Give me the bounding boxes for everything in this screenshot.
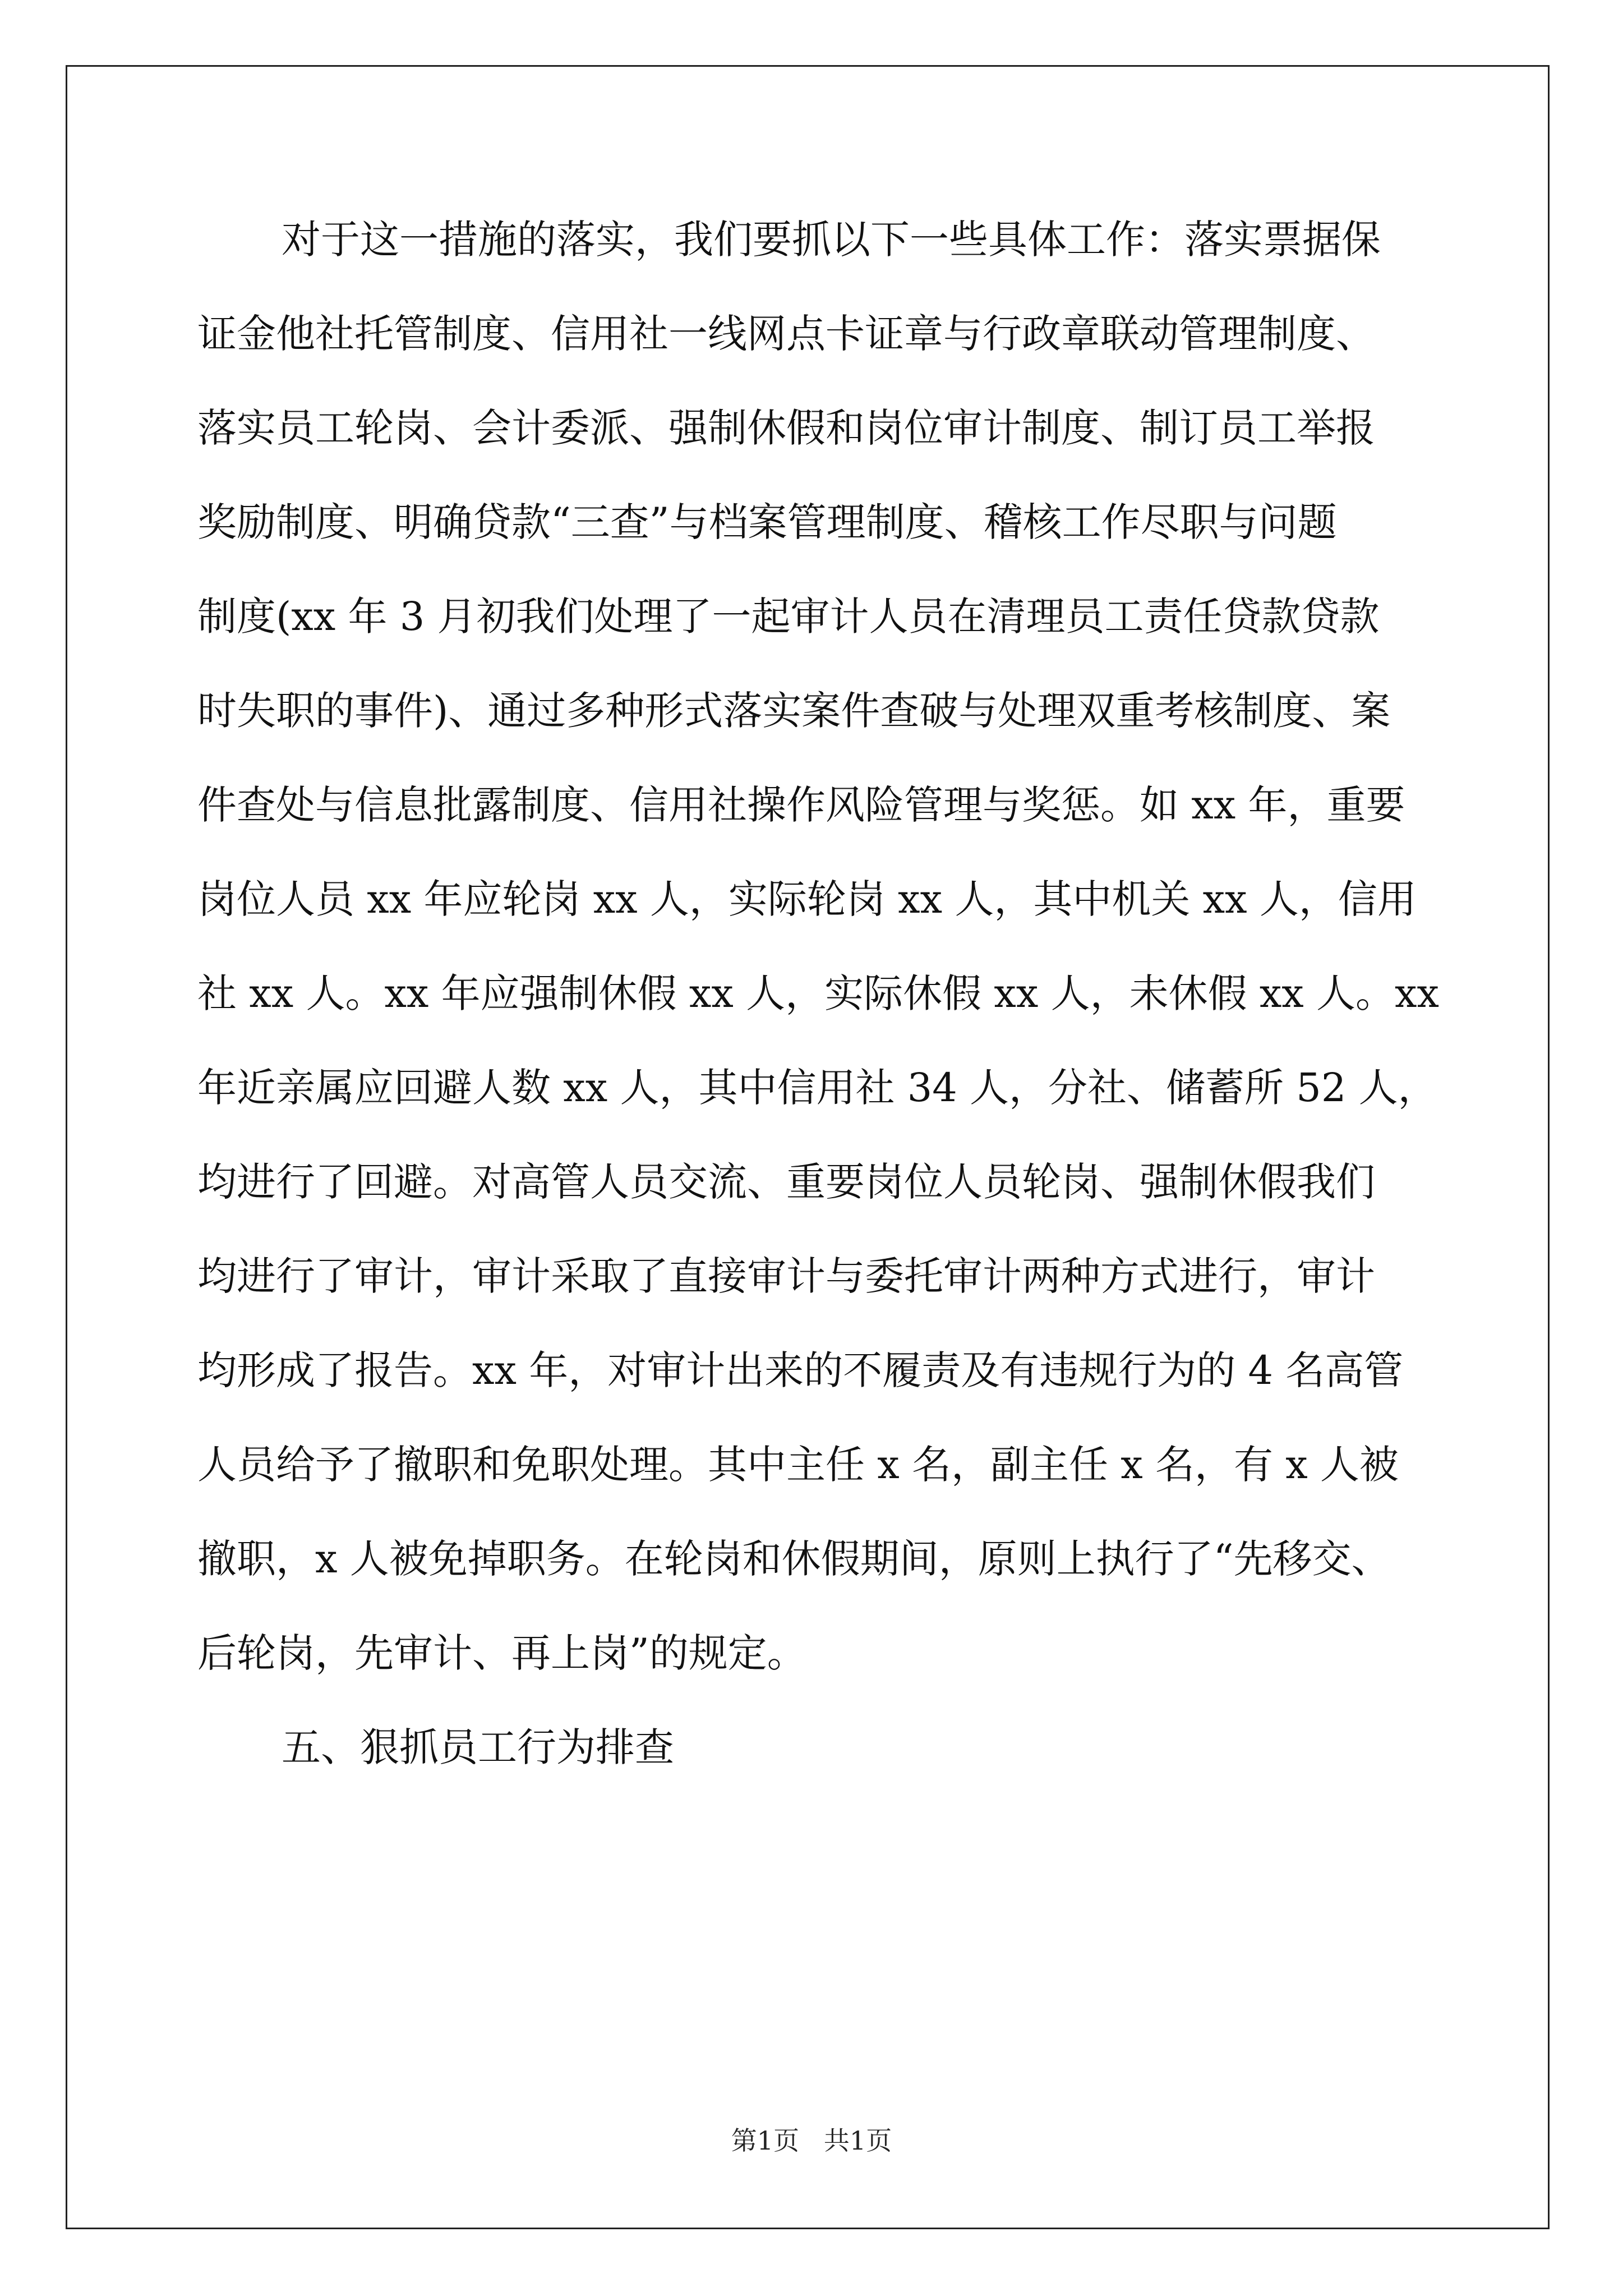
- paragraph-line: 件查处与信息批露制度、信用社操作风险管理与奖惩。如 xx 年，重要: [197, 782, 1405, 828]
- page-number: 第1页 共1页: [731, 2125, 892, 2156]
- paragraph-line: 证金他社托管制度、信用社一线网点卡证章与行政章联动管理制度、: [197, 311, 1375, 357]
- paragraph-line: 社 xx 人。xx 年应强制休假 xx 人，实际休假 xx 人，未休假 xx 人。xx: [197, 970, 1439, 1016]
- paragraph-line: 落实员工轮岗、会计委派、强制休假和岗位审计制度、制订员工举报: [197, 405, 1375, 451]
- paragraph-line: 均形成了报告。xx 年，对审计出来的不履责及有违规行为的 4 名高管: [197, 1347, 1404, 1393]
- paragraph-line: 时失职的事件)、通过多种形式落实案件查破与处理双重考核制度、案: [197, 688, 1391, 734]
- paragraph-line: 年近亲属应回避人数 xx 人，其中信用社 34 人，分社、储蓄所 52 人，: [197, 1065, 1437, 1111]
- section-heading: 五、狠抓员工行为排查: [282, 1724, 674, 1770]
- paragraph-line: 对于这一措施的落实，我们要抓以下一些具体工作：落实票据保: [282, 217, 1381, 263]
- paragraph-line: 均进行了回避。对高管人员交流、重要岗位人员轮岗、强制休假我们: [197, 1159, 1375, 1205]
- paragraph-line: 后轮岗，先审计、再上岗”的规定。: [197, 1630, 806, 1676]
- page-border: [66, 65, 1550, 2229]
- paragraph-line: 制度(xx 年 3 月初我们处理了一起审计人员在清理员工责任贷款贷款: [197, 593, 1380, 639]
- paragraph-line: 撤职，x 人被免掉职务。在轮岗和休假期间，原则上执行了“先移交、: [197, 1536, 1391, 1582]
- paragraph-line: 岗位人员 xx 年应轮岗 xx 人，实际轮岗 xx 人，其中机关 xx 人，信用: [197, 876, 1417, 922]
- paragraph-line: 奖励制度、明确贷款“三查”与档案管理制度、稽核工作尽职与问题: [197, 499, 1337, 545]
- paragraph-line: 人员给予了撤职和免职处理。其中主任 x 名，副主任 x 名，有 x 人被: [197, 1442, 1399, 1488]
- paragraph-line: 均进行了审计，审计采取了直接审计与委托审计两种方式进行，审计: [197, 1253, 1375, 1299]
